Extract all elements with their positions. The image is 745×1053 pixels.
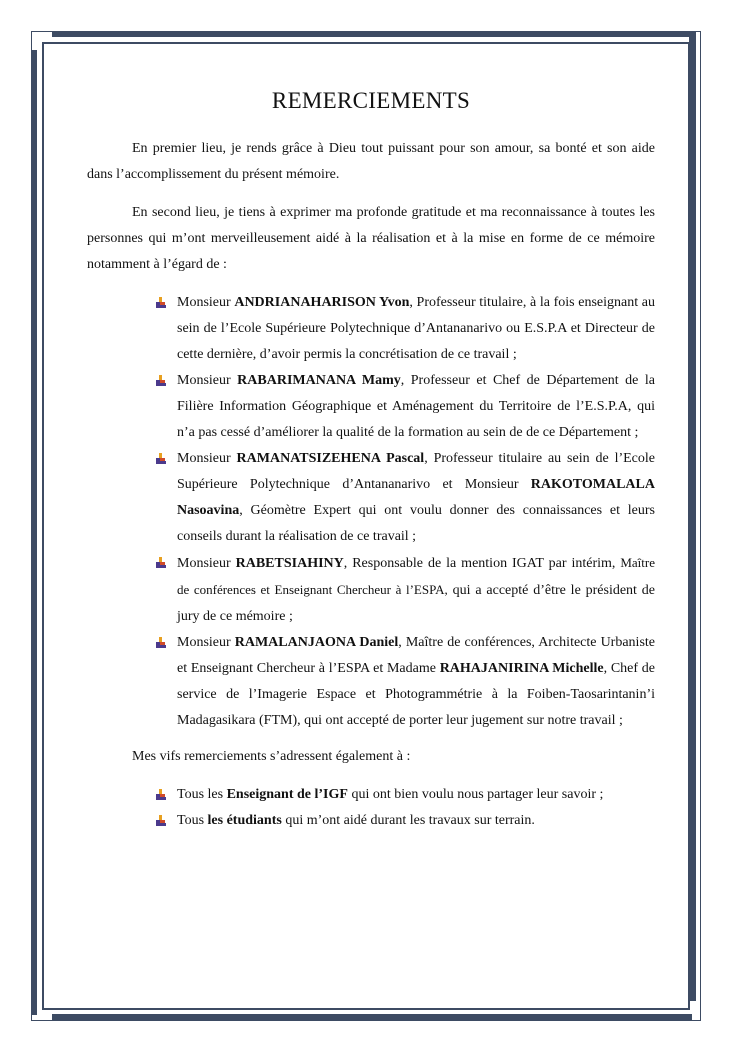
person-name: RAMANATSIZEHENA Pascal [236, 451, 425, 466]
list-item: Monsieur RAMANATSIZEHENA Pascal, Professeur titulaire au sein de l’Ecole Supérieure Polytechnique d’Antananarivo et Monsieur RAKOTOMALALA Nasoavina, Géomètre Expert qui ont voulu donner des connaissances et leurs conseils durant la réalisation de ce travail ; [177, 446, 655, 550]
stacked-arrow-bullet-icon [155, 453, 167, 465]
page-border-right [689, 31, 696, 1001]
list-item: Monsieur RABARIMANANA Mamy, Professeur et Chef de Département de la Filière Information Géographique et Aménagement du Territoire de l’E.S.P.A, qui n’a pas cessé d’améliorer la qualité de la formation au sein de de ce Département ; [177, 368, 655, 446]
stacked-arrow-bullet-icon [155, 637, 167, 649]
person-name: RAHAJANIRINA Michelle [439, 661, 604, 676]
person-name: RAKOTOMALALA Nasoavina [177, 477, 655, 518]
paragraph-thanks: Mes vifs remerciements s’adressent également à : [132, 749, 411, 764]
list-item: Monsieur RAMALANJAONA Daniel, Maître de conférences, Architecte Urbaniste et Enseignant Chercheur à l’ESPA et Madame RAHAJANIRINA Michelle, Chef de service de l’Imagerie Espace et Photogrammétrie à la Foiben-Taosarintanin’i Madagasikara (FTM), qui ont accepté de porter leur jugement sur notre travail ; [177, 630, 655, 734]
list-item: Tous les Enseignant de l’IGF qui ont bien voulu nous partager leur savoir ; [177, 782, 655, 808]
stacked-arrow-bullet-icon [155, 375, 167, 387]
person-name: RABARIMANANA Mamy [237, 373, 401, 388]
page-title: REMERCIEMENTS [271, 88, 471, 113]
page-border-left [31, 50, 37, 1015]
list-item: Monsieur RABETSIAHINY, Responsable de la mention IGAT par intérim, Maître de conférences et Enseignant Chercheur à l’ESPA, qui a accepté d’être le président de jury de ce mémoire ; [177, 550, 655, 630]
list-item: Tous les étudiants qui m’ont aidé durant les travaux sur terrain. [177, 808, 655, 834]
page-border-bottom [52, 1014, 692, 1020]
acknowledgement-list [87, 290, 655, 734]
stacked-arrow-bullet-icon [155, 297, 167, 309]
list-item: Monsieur ANDRIANAHARISON Yvon, Professeur titulaire, à la fois enseignant au sein de l’Ecole Supérieure Polytechnique d’Antananarivo ou E.S.P.A et Directeur de cette dernière, d’avoir permis la concrétisation de ce travail ; [177, 290, 655, 368]
secondary-list [87, 782, 655, 834]
stacked-arrow-bullet-icon [155, 789, 167, 801]
small-text: Maître de conférences et Enseignant Chercheur à l’ESPA, [177, 555, 655, 597]
paragraph-intro: En premier lieu, je rends grâce à Dieu tout puissant pour son amour, sa bonté et son aide dans l’accomplissement du présent mémoire. [87, 141, 655, 182]
person-name: RABETSIAHINY [235, 556, 344, 571]
person-name: ANDRIANAHARISON Yvon [234, 295, 410, 310]
document-body [87, 86, 655, 844]
paragraph-second: En second lieu, je tiens à exprimer ma profonde gratitude et ma reconnaissance à toutes les personnes qui m’ont merveilleusement aidé à la réalisation et à la mise en forme de ce mémoire notamment à l’égard de : [87, 205, 655, 272]
person-name: RAMALANJAONA Daniel [234, 635, 399, 650]
stacked-arrow-bullet-icon [155, 557, 167, 569]
page-border-top [52, 31, 692, 37]
stacked-arrow-bullet-icon [155, 815, 167, 827]
